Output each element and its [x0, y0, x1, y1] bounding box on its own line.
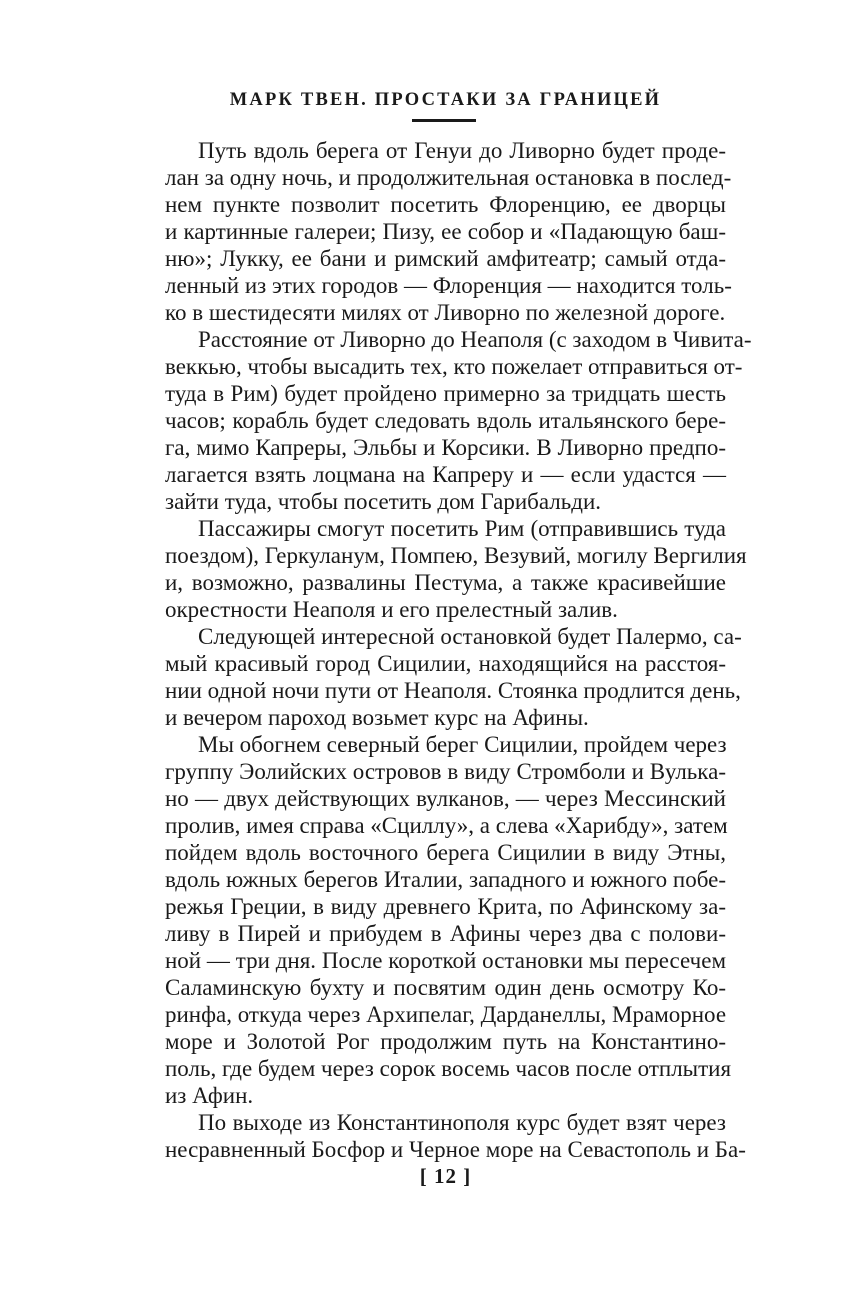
- running-head: МАРК ТВЕН. ПРОСТАКИ ЗА ГРАНИЦЕЙ: [229, 90, 662, 110]
- text-line: и картинные галереи; Пизу, ее собор и «Падающую баш-: [165, 219, 726, 244]
- text-line: вдоль южных берегов Италии, западного и южного побе-: [165, 867, 726, 892]
- text-line: и, возможно, развалины Пестума, а также красивейшие: [165, 570, 726, 595]
- text-line: группу Эолийских островов в виду Стромболи и Вулька-: [165, 759, 726, 784]
- text-line: поездом), Геркуланум, Помпею, Везувий, могилу Вергилия: [165, 543, 747, 568]
- text-line: из Афин.: [165, 1083, 254, 1108]
- text-line: но — двух действующих вулканов, — через Мессинский: [165, 786, 726, 811]
- text-line: пойдем вдоль восточного берега Сицилии в виду Этны,: [165, 840, 726, 865]
- text-line: туда в Рим) будет пройдено примерно за тридцать шесть: [165, 381, 726, 406]
- text-line: веккью, чтобы высадить тех, кто пожелает отправиться от-: [165, 354, 743, 379]
- text-line: море и Золотой Рог продолжим путь на Константино-: [165, 1029, 726, 1054]
- text-line: Мы обогнем северный берег Сицилии, пройдем через: [198, 732, 727, 757]
- page-number: [ 12 ]: [419, 1164, 472, 1188]
- text-line: ленный из этих городов — Флоренция — находится толь-: [165, 273, 732, 298]
- text-line: ню»; Лукку, ее бани и римский амфитеатр; самый отда-: [165, 246, 726, 271]
- text-line: поль, где будем через сорок восемь часов после отплытия: [165, 1056, 732, 1081]
- text-line: нии одной ночи пути от Неаполя. Стоянка продлится день,: [165, 678, 741, 703]
- text-line: несравненный Босфор и Черное море на Севастополь и Ба-: [165, 1137, 746, 1162]
- text-line: Следующей интересной остановкой будет Палермо, са-: [198, 624, 742, 649]
- text-line: ной — три дня. После короткой остановки мы пересечем: [165, 948, 726, 973]
- text-line: Пассажиры смогут посетить Рим (отправившись туда: [198, 516, 726, 541]
- text-line: режья Греции, в виду древнего Крита, по Афинскому за-: [165, 894, 726, 919]
- text-line: и вечером пароход возьмет курс на Афины.: [165, 705, 589, 730]
- text-line: ко в шестидесяти милях от Ливорно по железной дороге.: [165, 300, 726, 325]
- text-line: окрестности Неаполя и его прелестный залив.: [165, 597, 618, 622]
- text-line: нем пункте позволит посетить Флоренцию, ее дворцы: [165, 192, 726, 217]
- text-line: лагается взять лоцмана на Капреру и — если удастся —: [165, 462, 726, 487]
- text-line: мый красивый город Сицилии, находящийся на расстоя-: [165, 651, 726, 676]
- text-line: Расстояние от Ливорно до Неаполя (с заходом в Чивита-: [198, 327, 752, 352]
- running-head-rule: [412, 119, 476, 122]
- text-line: По выходе из Константинополя курс будет взят через: [198, 1110, 726, 1135]
- text-line: га, мимо Капреры, Эльбы и Корсики. В Ливорно предпо-: [165, 435, 726, 460]
- text-line: ринфа, откуда через Архипелаг, Дарданеллы, Мраморное: [165, 1002, 727, 1027]
- text-line: Саламинскую бухту и посвятим один день осмотру Ко-: [165, 975, 726, 1000]
- text-line: часов; корабль будет следовать вдоль итальянского бере-: [165, 408, 726, 433]
- text-line: зайти туда, чтобы посетить дом Гарибальди.: [165, 489, 602, 514]
- text-line: пролив, имея справа «Сциллу», а слева «Харибду», затем: [165, 813, 728, 838]
- text-line: ливу в Пирей и прибудем в Афины через два с полови-: [165, 921, 726, 946]
- text-line: лан за одну ночь, и продолжительная остановка в послед-: [165, 165, 732, 190]
- body-text: [165, 137, 752, 1163]
- text-line: Путь вдоль берега от Генуи до Ливорно будет проде-: [198, 138, 726, 163]
